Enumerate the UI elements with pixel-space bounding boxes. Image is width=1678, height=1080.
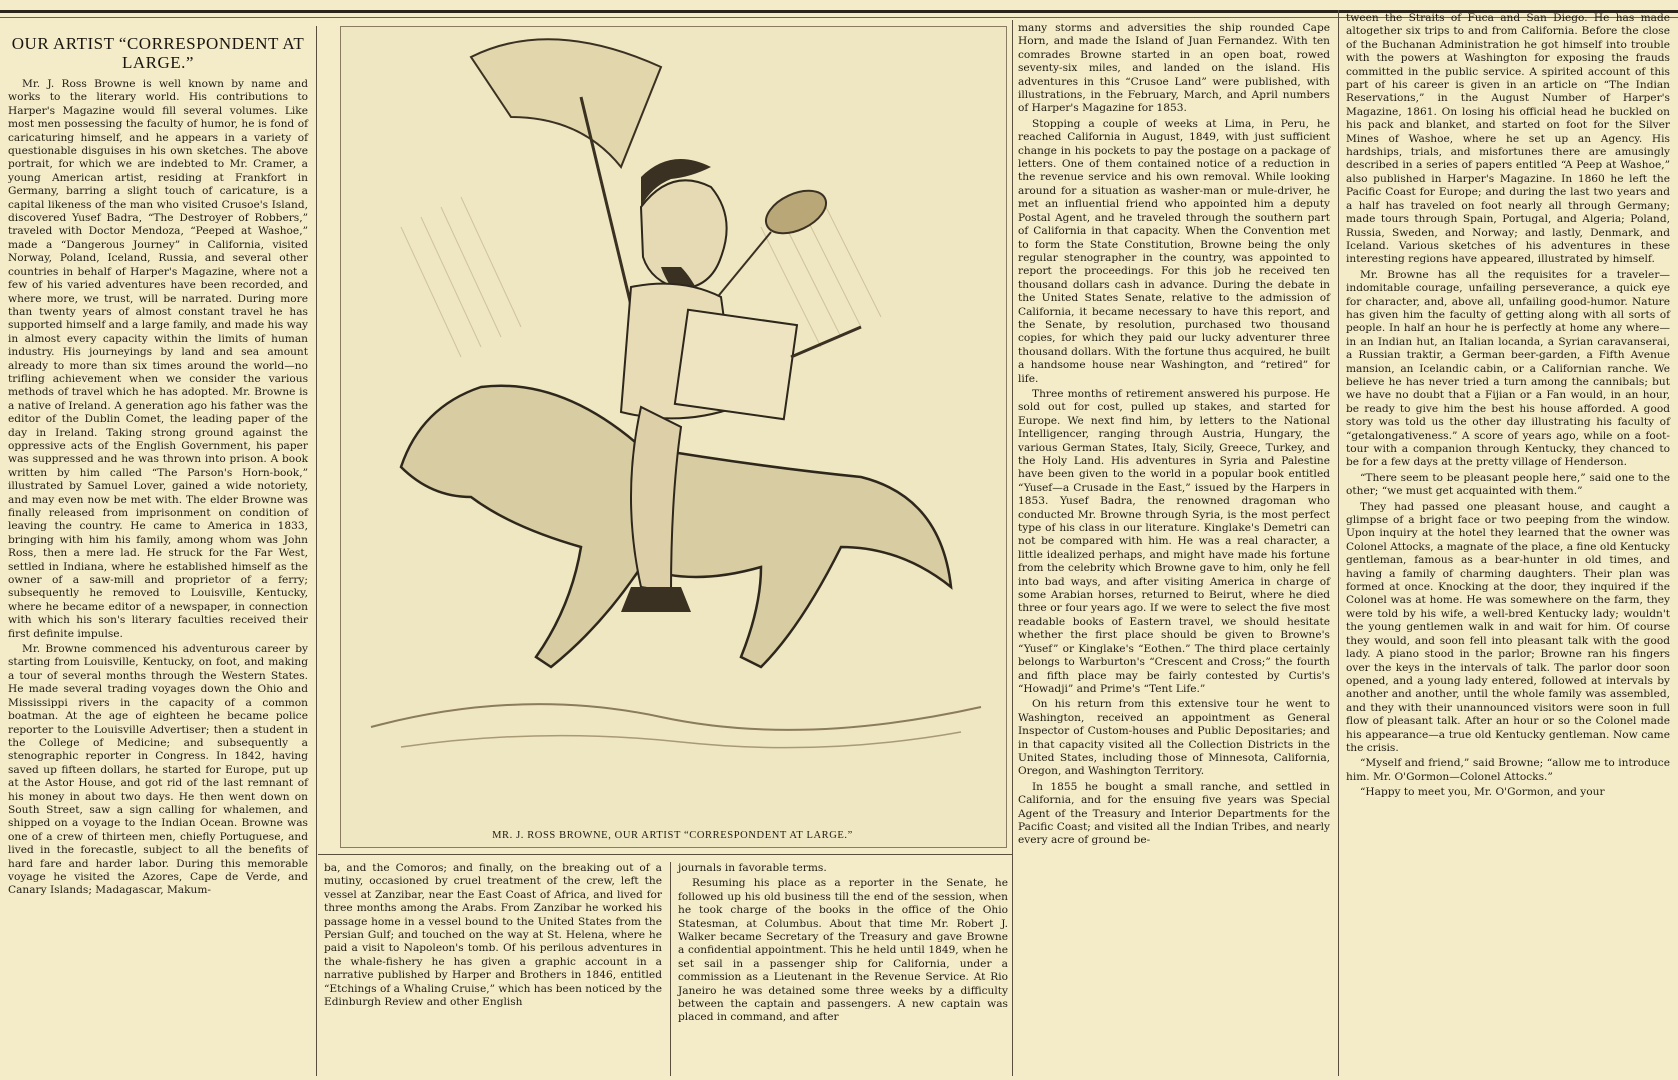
paragraph: On his return from this extensive tour he went to Washington, received an appointment as General Inspector of Custom-houses and Public Depositaries; and in that capacity visited all the Collection Districts in the United States, including those of Minnesota, California, Oregon, and Washington Territory. — [1018, 698, 1330, 778]
column-1 — [8, 18, 308, 900]
column-4 — [1346, 12, 1670, 802]
paragraph: journals in favorable terms. — [678, 862, 827, 874]
column-divider — [316, 26, 317, 1076]
column-divider — [670, 862, 671, 1076]
paragraph: Resuming his place as a reporter in the Senate, he followed up his old business till the end of the session, when he took charge of the books in the office of the Ohio Statesman, at Columbus. About that time Mr. Robert J. Walker became Secretary of the Treasury and gave Browne a confidential appointment. This he held until 1849, when he set sail in a passenger ship for California, under a commission as a Lieutenant in the Revenue Service. At Rio Janeiro he was detained some three weeks by a difficulty between the captain and passengers. A new captain was placed in command, and after — [678, 877, 1008, 1024]
paragraph: “There seem to be pleasant people here,” said one to the other; “we must get acquainted with them.” — [1346, 471, 1670, 498]
column-3 — [1018, 22, 1330, 850]
illustration-browne-on-horse — [340, 26, 1007, 848]
column-divider — [1012, 20, 1013, 1076]
column-lower-1 — [324, 862, 662, 1011]
paragraph: They had passed one pleasant house, and caught a glimpse of a bright face or two peeping from the window. Upon inquiry at the hotel they learned that the owner was Colonel Attocks, a magnate of the place, a fine old Kentucky gentleman, famous as a bear-hunter in old times, and having a family of charming daughters. Their plan was formed at once. Knocking at the door, they inquired if the Colonel was at home. He was somewhere on the farm, they were told by his wife, a well-bred Kentucky lady; wouldn't the young gentlemen walk in and wait for him. Of course they would, and soon fell into pleasant talk with the good lady. A piano stood in the parlor; Browne ran his fingers over the keys in the intervals of talk. The parlor door soon opened, and a young lady entered, followed at intervals by another and another, until the whole family was assembled, and they with their unannounced visitors were soon in full flow of pleasant talk. After an hour or so the Colonel made his appearance—a true old Kentucky gentleman. Now came the crisis. — [1346, 500, 1670, 754]
illustration-drawing — [341, 27, 1006, 827]
paragraph: In 1855 he bought a small ranche, and settled in California, and for the ensuing five years was Special Agent of the Treasury and Interior Departments for the Pacific Coast; and visited all the Indian Tribes, and nearly every acre of ground be- — [1018, 780, 1330, 847]
paragraph: many storms and adversities the ship rounded Cape Horn, and made the Island of Juan Fernandez. With ten comrades Browne started in an open boat, rowed seventy-six miles, and landed on the island. His adventures in this “Crusoe Land” were published, with illustrations, in the February, March, and April numbers of Harper's Magazine for 1853. — [1018, 22, 1330, 115]
illustration-bottom-rule — [318, 854, 1012, 855]
illustration-caption: MR. J. ROSS BROWNE, OUR ARTIST “CORRESPONDENT AT LARGE.” — [492, 830, 853, 841]
column-divider — [1338, 10, 1339, 1076]
paragraph: Mr. Browne has all the requisites for a traveler—indomitable courage, unfailing perseverance, a quick eye for character, and, above all, unfailing good-humor. Nature has given him the faculty of getting along with all sorts of people. In half an hour he is perfectly at home any where—in an Indian hut, an Italian locanda, a Syrian caravanserai, a Russian traktir, a German beer-garden, a Fifth Avenue mansion, an Icelandic cabin, or a Californian ranche. We believe he has never tried a turn among the cannibals; but we have no doubt that a Fijian or a Fan would, in an hour, be ready to give him the best his house afforded. A good story was told us the other day illustrating his faculty of “getalongativeness.” A score of years ago, while on a foot-tour with a companion through Kentucky, they chanced to be for a few days at the pretty village of Henderson. — [1346, 268, 1670, 469]
paragraph: Mr. Browne commenced his adventurous career by starting from Louisville, Kentucky, on foot, and making a tour of several months through the Western States. He made several trading voyages down the Ohio and Mississippi rivers in the capacity of a common boatman. At the age of eighteen he became police reporter to the Louisville Advertiser; then a student in the College of Medicine; and subsequently a stenographic reporter in Congress. In 1842, having saved up fifteen dollars, he started for Europe, put up at the Astor House, and got rid of the last remnant of his money in about two days. He then went down on South Street, saw a sign calling for whalemen, and shipped on a voyage to the Indian Ocean. Browne was one of a crew of thirteen men, chiefly Portuguese, and lived in the forecastle, subject to all the benefits of hard fare and harder labor. During this memorable voyage he visited the Azores, Cape de Verde, and Canary Islands; Madagascar, Makum- — [8, 643, 308, 897]
column-lower-2 — [678, 862, 1008, 1027]
article-title: OUR ARTIST “CORRESPONDENT AT LARGE.” — [11, 34, 305, 72]
paragraph: ba, and the Comoros; and finally, on the breaking out of a mutiny, occasioned by cruel treatment of the crew, left the vessel at Zanzibar, near the East Coast of Africa, and lived for three months among the Arabs. From Zanzibar he worked his passage home in a vessel bound to the United States from the Persian Gulf; and touched on the way at St. Helena, where he paid a visit to Napoleon's tomb. Of his perilous adventures in the whale-fishery he has given a graphic account in a narrative published by Harper and Brothers in 1846, entitled “Etchings of a Whaling Cruise,” which has been noticed by the Edinburgh Review and other English — [324, 862, 662, 1009]
paragraph: tween the Straits of Fuca and San Diego. He has made altogether six trips to and from California. Before the close of the Buchanan Administration he got himself into trouble with the powers at Washington for exposing the frauds committed in the public service. A spirited account of this part of his career is given in an article on “The Indian Reservations,” in the August Number of Harper's Magazine, 1861. On losing his official head he buckled on his pack and blanket, and started on foot for the Silver Mines of Washoe, where he set up an Agency. His hardships, trials, and misfortunes there are amusingly described in a series of papers entitled “A Peep at Washoe,” also published in Harper's Magazine. In 1860 he left the Pacific Coast for Europe; and during the last two years and a half has traveled on foot nearly all through Germany; made tours through Spain, Portugal, and Algeria; Poland, Russia, Sweden, and Norway; and lastly, Denmark, and Iceland. Various sketches of his adventures in these interesting regions have appeared, illustrated by himself. — [1346, 12, 1670, 266]
paragraph: Three months of retirement answered his purpose. He sold out for cost, pulled up stakes, and started for Europe. We next find him, by letters to the National Intelligencer, ranging through Austria, Hungary, the various German States, Italy, Sicily, Greece, Turkey, and the Holy Land. His adventures in Syria and Palestine have been given to the world in a popular book entitled “Yusef—a Crusade in the East,” issued by the Harpers in 1853. Yusef Badra, the renowned dragoman who conducted Mr. Browne through Syria, is the most perfect type of his class in our literature. Kinglake's Demetri can not be compared with him. He was a real character, a little idealized perhaps, and might have made his fortune from the celebrity which Browne gave to him, only he fell into bad ways, and after visiting America in charge of some Arabian horses, returned to Beirut, where he died three or four years ago. If we were to select the five most readable books of Eastern travel, we should hesitate whether the first place should be given to Browne's “Yusef” or Kinglake's “Eothen.” The third place certainly belongs to Warburton's “Crescent and Cross;” the fourth and fifth place may be fairly contested by Curtis's “Howadji” and Prime's “Tent Life.” — [1018, 387, 1330, 695]
paragraph: Mr. J. Ross Browne is well known by name and works to the literary world. His contributions to Harper's Magazine would fill several volumes. Like most men possessing the faculty of humor, he is fond of caricaturing himself, and he appears in a variety of questionable disguises in his own sketches. The above portrait, for which we are indebted to Mr. Cramer, a young American artist, residing at Frankfort in Germany, barring a slight touch of caricature, is a capital likeness of the man who visited Crusoe's Island, discovered Yusef Badra, “The Destroyer of Robbers,” traveled with Doctor Mendoza, “Peeped at Washoe,” made a “Dangerous Journey” in California, visited Norway, Poland, Iceland, Russia, and several other countries in behalf of Harper's Magazine, where not a few of his varied adventures have been recorded, and where more, we trust, will be narrated. During more than twenty years of almost constant travel he has supported himself and a large family, and made his way in almost every capacity within the limits of human industry. His journeyings by land and sea amount already to more than six times around the world—no trifling achievement when we consider the various methods of travel which he has adopted. Mr. Browne is a native of Ireland. A generation ago his father was the editor of the Dublin Comet, the leading paper of the day in Ireland. Taking strong ground against the oppressive acts of the English Government, his paper was suppressed and he was thrown into prison. A book written by him called “The Parson's Horn-book,” illustrated by Samuel Lover, gained a wide notoriety, and may even now be met with. The elder Browne was finally released from imprisonment on condition of leaving the country. He came to America in 1833, bringing with him his family, among whom was John Ross, then a mere lad. He struck for the Far West, settled in Indiana, where he established himself as the owner of a saw-mill and proprietor of a ferry; subsequently he removed to Louisville, Kentucky, where he became editor of a newspaper, in connection with which his son's literary faculties received their first definite impulse. — [8, 78, 308, 640]
paragraph: “Myself and friend,” said Browne; “allow me to introduce him. Mr. O'Gormon—Colonel Attocks.” — [1346, 757, 1670, 783]
paragraph: Stopping a couple of weeks at Lima, in Peru, he reached California in August, 1849, with just sufficient change in his pockets to pay the postage on a package of letters. One of them contained notice of a reduction in the revenue service and his own removal. While looking around for a situation as washer-man or mule-driver, he met an influential friend who appointed him a deputy Postal Agent, and he traveled through the southern part of California in that capacity. When the Convention met to form the State Constitution, Browne being the only regular stenographer in the country, was appointed to report the proceedings. For this job he received ten thousand dollars cash in advance. During the debate in the United States Senate, relative to the admission of California, it became necessary to have this report, and the Senate, by resolution, purchased two thousand copies, for which they paid our lucky adventurer three thousand dollars. With the fortune thus acquired, he built a handsome house near Washington, and “retired” for life. — [1018, 117, 1330, 385]
paragraph: “Happy to meet you, Mr. O'Gormon, and your — [1360, 786, 1605, 799]
